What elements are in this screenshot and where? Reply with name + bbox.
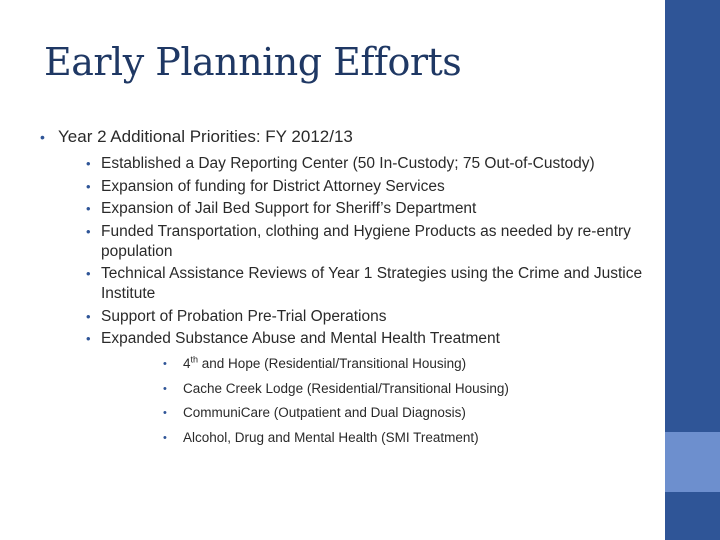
bullet-icon: • xyxy=(86,308,91,324)
bullet-icon: • xyxy=(86,201,91,216)
treatment-item-text: Cache Creek Lodge (Residential/Transitional Housing) xyxy=(183,380,509,396)
bullet-icon: • xyxy=(163,407,167,419)
treatment-item xyxy=(101,404,660,422)
treatment-item xyxy=(101,380,660,398)
sub-point-text: Expansion of Jail Bed Support for Sheriff’s Department xyxy=(101,200,477,217)
bullet-icon: • xyxy=(40,129,45,145)
sub-point-text: Support of Probation Pre-Trial Operations xyxy=(101,307,387,325)
bullet-icon: • xyxy=(86,266,91,281)
slide-title: Early Planning Efforts xyxy=(44,40,462,84)
bullet-icon: • xyxy=(163,431,167,444)
bullet-icon: • xyxy=(163,358,167,370)
sub-point-text: Expanded Substance Abuse and Mental Health Treatment xyxy=(101,330,500,347)
treatment-item-text: and Hope (Residential/Transitional Housing) xyxy=(198,356,467,371)
main-point xyxy=(40,126,660,447)
sub-point xyxy=(58,199,660,219)
bullet-icon: • xyxy=(163,382,167,395)
sub-point xyxy=(58,307,660,327)
sidebar-accent-block xyxy=(665,432,720,492)
sub-point xyxy=(58,154,660,174)
main-point-text: Year 2 Additional Priorities: FY 2012/13 xyxy=(58,127,353,146)
sub-point-text: Expansion of funding for District Attorney Services xyxy=(101,177,445,195)
sub-point-text: Established a Day Reporting Center (50 In-Custody; 75 Out-of-Custody) xyxy=(101,155,595,172)
bullet-icon: • xyxy=(86,156,91,171)
sub-point-text: Technical Assistance Reviews of Year 1 Strategies using the Crime and Justice Institute xyxy=(101,265,643,302)
treatment-item xyxy=(101,355,660,373)
bullet-icon: • xyxy=(86,223,91,239)
treatment-item xyxy=(101,429,660,447)
bullet-icon: • xyxy=(86,178,91,194)
treatment-item-text: Alcohol, Drug and Mental Health (SMI Treatment) xyxy=(183,429,479,445)
sub-point xyxy=(58,264,660,304)
ordinal-suffix: th xyxy=(190,354,199,365)
treatment-item-number: 4 xyxy=(183,356,191,371)
bullet-list-level-3 xyxy=(101,355,660,447)
sub-point-text: Funded Transportation, clothing and Hygiene Products as needed by re-entry population xyxy=(101,222,631,260)
slide-content xyxy=(40,126,660,453)
bullet-list-level-1 xyxy=(40,126,660,447)
bullet-list-level-2 xyxy=(58,154,660,447)
sub-point xyxy=(58,329,660,447)
sub-point xyxy=(58,222,660,262)
treatment-item-text: CommuniCare (Outpatient and Dual Diagnosis) xyxy=(183,405,466,420)
sub-point xyxy=(58,177,660,197)
bullet-icon: • xyxy=(86,331,91,346)
